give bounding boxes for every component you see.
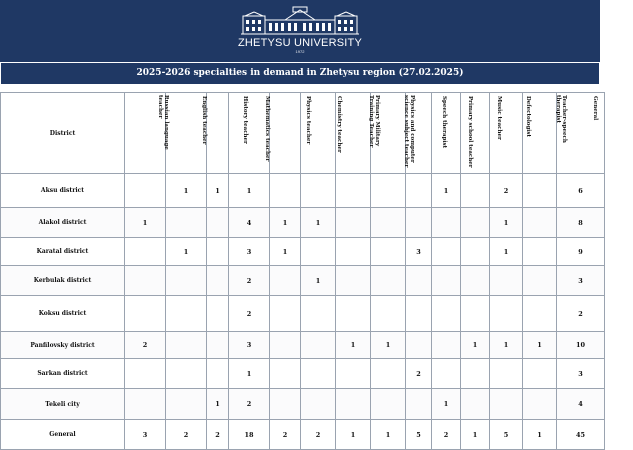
table-row (1, 389, 605, 420)
table-cell: 2 (270, 420, 301, 450)
table-cell (432, 208, 461, 238)
table-cell: 1 (166, 238, 207, 266)
column-header-label: English teacher (201, 95, 207, 145)
table-cell (490, 296, 523, 332)
row-total-cell: 8 (557, 208, 605, 238)
table-cell: 3 (125, 420, 166, 450)
title-bar (0, 62, 600, 86)
table-cell (166, 208, 207, 238)
table-cell: 5 (490, 420, 523, 450)
table-cell (301, 296, 336, 332)
column-header-label: History teacher (242, 95, 248, 144)
table-cell (371, 174, 406, 208)
table-cell (166, 266, 207, 296)
table-cell (432, 238, 461, 266)
column-header-label: Primary Military Training Teacher (368, 95, 380, 148)
university-building-icon (241, 6, 359, 36)
table-cell: 1 (490, 332, 523, 359)
column-header-label: Physics teacher (305, 95, 311, 144)
column-header-label: Physics and computer science subject teacher (403, 95, 415, 168)
district-name: Kerbulak district (1, 266, 125, 296)
table-cell (270, 174, 301, 208)
table-cell (490, 266, 523, 296)
table-cell (406, 296, 432, 332)
table-cell (371, 359, 406, 389)
table-cell (336, 208, 371, 238)
specialties-table (0, 92, 605, 450)
table-cell: 1 (166, 174, 207, 208)
table-cell (461, 266, 490, 296)
table-row (1, 174, 605, 208)
table-cell: 3 (229, 238, 270, 266)
table-cell (432, 332, 461, 359)
table-cell (207, 332, 229, 359)
column-header-label: Mathematics teacher (264, 95, 270, 161)
table-cell (270, 266, 301, 296)
table-cell (490, 359, 523, 389)
table-cell (490, 389, 523, 420)
table-cell: 1 (207, 389, 229, 420)
table-cell (523, 296, 557, 332)
table-cell: 1 (336, 420, 371, 450)
table-cell: 2 (490, 174, 523, 208)
table-cell: 2 (166, 420, 207, 450)
header-row (1, 93, 605, 174)
table-cell (270, 359, 301, 389)
table-cell (125, 359, 166, 389)
table-cell (461, 296, 490, 332)
district-name: Tekeli city (1, 389, 125, 420)
table-cell: 4 (229, 208, 270, 238)
column-header-label: Music teacher (496, 95, 502, 140)
table-cell: 3 (406, 238, 432, 266)
table-row (1, 332, 605, 359)
table-cell: 1 (523, 332, 557, 359)
row-total-cell: 3 (557, 266, 605, 296)
table-cell (336, 359, 371, 389)
table-cell: 1 (461, 332, 490, 359)
table-cell: 2 (432, 420, 461, 450)
column-header (166, 93, 207, 174)
table-row (1, 238, 605, 266)
table-cell (371, 296, 406, 332)
table-cell (270, 296, 301, 332)
table-cell (270, 332, 301, 359)
table-cell: 1 (371, 332, 406, 359)
table-cell (461, 208, 490, 238)
row-total-cell: 4 (557, 389, 605, 420)
table-cell: 1 (229, 359, 270, 389)
column-header-label: Russian language teacher (157, 95, 169, 150)
table-cell (166, 389, 207, 420)
table-cell (336, 389, 371, 420)
table-cell: 1 (336, 332, 371, 359)
table-cell (336, 238, 371, 266)
table-cell (523, 359, 557, 389)
table-cell (125, 238, 166, 266)
table-cell (432, 266, 461, 296)
column-header-label: Speech therapist (441, 95, 447, 148)
table-cell (371, 238, 406, 266)
table-cell (406, 266, 432, 296)
founded-year: 1972 (295, 49, 305, 54)
table-cell (406, 389, 432, 420)
table-cell: 1 (490, 208, 523, 238)
table-cell (523, 266, 557, 296)
table-cell: 2 (229, 266, 270, 296)
table-cell: 1 (301, 208, 336, 238)
column-header (270, 93, 311, 174)
table-cell (166, 296, 207, 332)
table-cell (301, 389, 336, 420)
table-cell (301, 359, 336, 389)
table-cell (125, 174, 166, 208)
table-cell: 2 (229, 296, 270, 332)
column-header (490, 93, 531, 174)
column-header (229, 93, 270, 174)
table-cell (523, 389, 557, 420)
table-cell (523, 174, 557, 208)
district-name: Koksu district (1, 296, 125, 332)
table-cell: 3 (229, 332, 270, 359)
table-cell (371, 389, 406, 420)
table-cell (406, 174, 432, 208)
table-row (1, 296, 605, 332)
university-name: ZHETYSU UNIVERSITY (237, 37, 362, 49)
table-cell (207, 296, 229, 332)
row-total-cell: 9 (557, 238, 605, 266)
table-cell: 2 (229, 389, 270, 420)
table-cell (207, 238, 229, 266)
table-cell (207, 266, 229, 296)
table-cell (125, 389, 166, 420)
table-cell (461, 238, 490, 266)
table-cell: 5 (406, 420, 432, 450)
table-cell (301, 332, 336, 359)
table-cell (125, 296, 166, 332)
table-cell (461, 174, 490, 208)
table-cell (207, 359, 229, 389)
table-cell (336, 266, 371, 296)
table-cell: 1 (270, 208, 301, 238)
column-header (125, 93, 169, 174)
university-logo (235, 6, 365, 60)
table-cell: 1 (461, 420, 490, 450)
table-cell (461, 359, 490, 389)
table-row (1, 420, 605, 450)
column-header-district: District (1, 93, 125, 174)
table-cell (207, 208, 229, 238)
table-row (1, 266, 605, 296)
table-body (1, 174, 605, 450)
column-header-label: Primary school teacher (467, 95, 473, 168)
row-total-cell: 10 (557, 332, 605, 359)
row-total-cell: 6 (557, 174, 605, 208)
table-cell (461, 389, 490, 420)
table-cell: 1 (432, 389, 461, 420)
table-cell (270, 389, 301, 420)
column-header (461, 93, 502, 174)
table-cell (406, 208, 432, 238)
table-cell (432, 296, 461, 332)
district-name: Panfilovsky district (1, 332, 125, 359)
column-header-label: General (592, 95, 598, 120)
table-cell: 1 (490, 238, 523, 266)
table-cell (301, 174, 336, 208)
table-cell (336, 296, 371, 332)
table-cell: 1 (371, 420, 406, 450)
column-header-label: Defectologist (525, 95, 531, 137)
table-cell: 1 (125, 208, 166, 238)
table-cell (523, 208, 557, 238)
column-header-label: Teacher-speech therapist (555, 95, 567, 143)
column-header-label: Chemistry teacher (336, 95, 342, 153)
header-banner (0, 0, 600, 62)
table-cell: 2 (301, 420, 336, 450)
table-cell: 2 (406, 359, 432, 389)
district-name: Alakol district (1, 208, 125, 238)
table-cell: 1 (207, 174, 229, 208)
table-cell (125, 266, 166, 296)
table-cell: 2 (125, 332, 166, 359)
column-header (207, 93, 248, 174)
table-cell (166, 359, 207, 389)
table-cell (523, 238, 557, 266)
district-name: Karatal district (1, 238, 125, 266)
table-cell: 1 (523, 420, 557, 450)
row-total-cell: 3 (557, 359, 605, 389)
table-cell: 2 (207, 420, 229, 450)
district-name: Sarkan district (1, 359, 125, 389)
table-cell (432, 359, 461, 389)
table-cell (336, 174, 371, 208)
row-total-cell: 2 (557, 296, 605, 332)
table-row (1, 359, 605, 389)
table-cell (301, 238, 336, 266)
table-cell: 18 (229, 420, 270, 450)
table-cell (406, 332, 432, 359)
table-cell (371, 208, 406, 238)
table-row (1, 208, 605, 238)
table-cell: 1 (270, 238, 301, 266)
district-name: General (1, 420, 125, 450)
table-cell (371, 266, 406, 296)
row-total-cell: 45 (557, 420, 605, 450)
district-name: Aksu district (1, 174, 125, 208)
table-cell: 1 (229, 174, 270, 208)
table-cell: 1 (432, 174, 461, 208)
page-title: 2025-2026 specialties in demand in Zhetysu region (27.02.2025) (1, 63, 599, 84)
table-cell: 1 (301, 266, 336, 296)
table-cell (166, 332, 207, 359)
